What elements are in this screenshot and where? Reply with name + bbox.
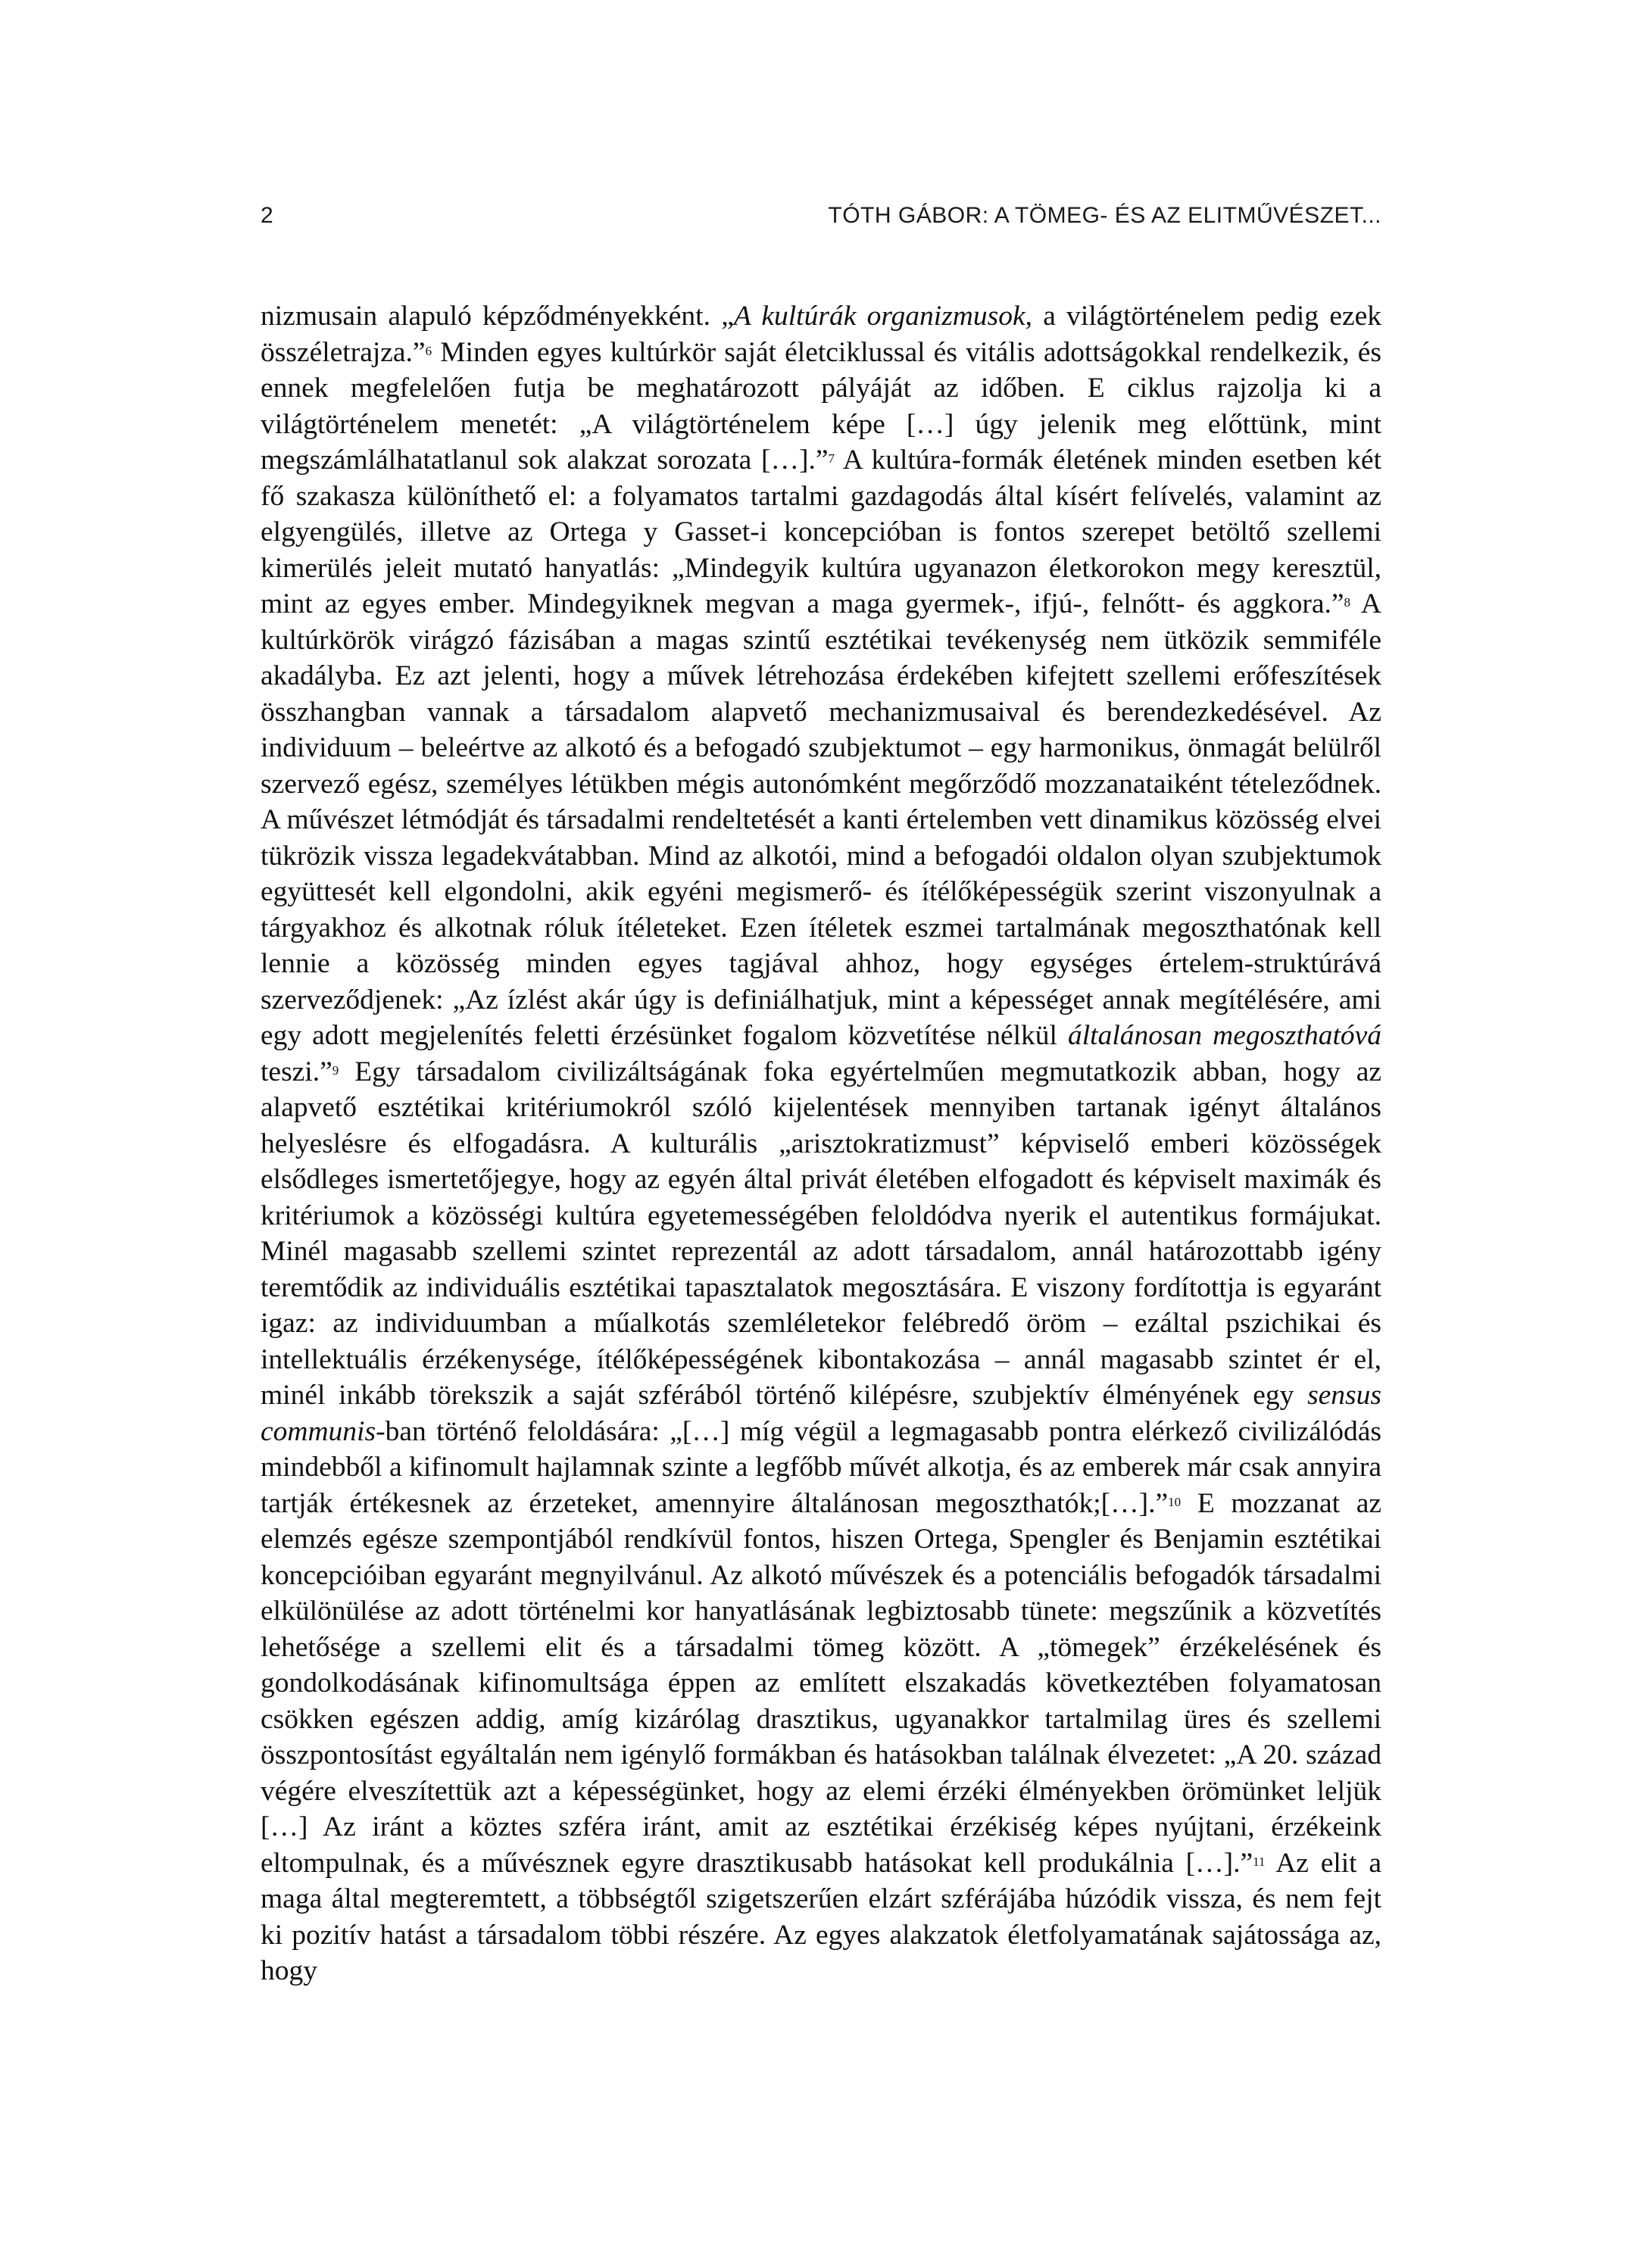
body-text [261,298,1381,1989]
text-run: A kultúrkörök virágzó fázisában a magas szintű esztétikai tevékenység nem ütközik semmiféle akadályba. Ez azt jelenti, hogy a művek létrehozása érdekében kifejtett szellemi erőfeszítések összhangban vannak a társadalom alapvető mechanizmusaival és berendezkedésével. Az individuum – beleértve az alkotó és a befogadó szubjektumot – egy harmonikus, önmagát belülről szervező egész, személyes létükben mégis autonómként megőrződő mozzanataiként tételeződnek. A művészet létmódját és társadalmi rendeltetését a kanti értelemben vett dinamikus közösség elvei tükrözik vissza legadekvátabban. Mind az alkotói, mind a befogadói oldalon olyan szubjektumok együttesét kell elgondolni, akik egyéni megismerő- és ítélőképességük szerint viszonyulnak a tárgyakhoz és alkotnak róluk ítéleteket. Ezen ítéletek eszmei tartalmának megoszthatónak kell lennie a közösség minden egyes tagjával ahhoz, hogy egységes értelem-struktúrává szerveződjenek: „Az ízlést akár úgy is definiálhatjuk, mint a képességet annak megítélésére, ami egy adott megjelenítés feletti érzésünket fogalom közvetítése nélkül [261,588,1381,1051]
footnote-ref-9: 9 [332,1062,339,1078]
footnote-ref-6: 6 [425,343,432,358]
text-run: -ban történő feloldására: „[…] míg végül a legmagasabb pontra elérkező civilizálódás mindebből a kifinomult hajlamnak szinte a legfőbb művét alkotja, és az emberek már csak annyira tartják értékesnek az érzeteket, amennyire általánosan megoszthatók;[…].” [261,1415,1381,1519]
page-number: 2 [261,203,274,228]
text-run: , a világtörténelem pedig ezek összéletrajza.” [261,301,1382,368]
text-run: Az elit a maga által megteremtett, a többségtől szigetszerűen elzárt szférájába húzódik vissza, és nem fejt ki pozitív hatást a társadalom többi részére. Az egyes alakzatok életfolyamatának sajátossága az, hogy [261,1847,1382,1986]
running-header [261,203,1381,241]
footnote-ref-7: 7 [828,451,835,466]
italic-quote-title: A kultúrák organizmusok [733,301,1025,332]
footnote-ref-10: 10 [1168,1494,1182,1509]
text-run: E mozzanat az elemzés egésze szempontjából rendkívül fontos, hiszen Ortega, Spengler és Benjamin esztétikai koncepcióiban egyaránt megnyilvánul. Az alkotó művészek és a potenciális befogadók társadalmi elkülönülése az adott történelmi kor hanyatlásának legbiztosabb tünete: megszűnik a közvetítés lehetősége a szellemi elit és a társadalmi tömeg között. A „tömegek” érzékelésének és gondolkodásának kifinomultsága éppen az említett elszakadás következtében folyamatosan csökken egészen addig, amíg kizárólag drasztikus, ugyanakkor tartalmilag üres és szellemi összpontosítást egyáltalán nem igénylő formákban és hatásokban találnak élvezetet: „A 20. század végére elveszítettük azt a képességünket, hogy az elemi érzéki élményekben örömünket leljük […] Az iránt a köztes szféra iránt, amit az esztétikai érzékiség képes nyújtani, érzékeink eltompulnak, és a művésznek egyre drasztikusabb hatásokat kell produkálnia […].” [261,1487,1381,1879]
footnote-ref-11: 11 [1253,1854,1266,1869]
text-run: teszi.” [261,1056,332,1087]
text-run: A kultúra-formák életének minden esetben két fő szakasza különíthető el: a folyamatos tartalmi gazdagodás által kísért felívelés, valamint az elgyengülés, illetve az Ortega y Gasset-i koncepcióban is fontos szerepet betöltő szellemi kimerülés jeleit mutató hanyatlás: „Mindegyik kultúra ugyanazon életkorokon megy keresztül, mint az egyes ember. Mindegyiknek megvan a maga gyermek-, ifjú-, felnőtt- és aggkora.” [261,445,1381,619]
text-run: nizmusain alapuló képződményekként. „ [261,301,734,332]
text-run: Egy társadalom civilizáltságának foka egyértelműen megmutatkozik abban, hogy az alapvető esztétikai kritériumokról szóló kijelentések mennyiben tartanak igényt általános helyeslésre és elfogadásra. A kulturális „arisztokratizmust” képviselő emberi közösségek elsődleges ismertetőjegye, hogy az egyén által privát életében elfogadott és képviselt maximák és kritériumok a közösségi kultúra egyetemességében feloldódva nyerik el autentikus formájukat. Minél magasabb szellemi szintet reprezentál az adott társadalom, annál határozottabb igény teremtődik az individuális esztétikai tapasztalatok megosztására. E viszony fordítottja is egyaránt igaz: az individuumban a műalkotás szemléletekor felébredő öröm – ezáltal pszichikai és intellektuális érzékenysége, ítélőképességének kibontakozása – annál magasabb szintet ér el, minél inkább törekszik a saját szférából történő kilépésre, szubjektív élményének egy [261,1056,1381,1411]
italic-emphasis: általánosan megoszthatóvá [1067,1020,1382,1051]
text-run: Minden egyes kultúrkör saját életciklussal és vitális adottságokkal rendelkezik, és ennek megfelelően futja be meghatározott pályáját az időben. E ciklus rajzolja ki a világtörténelem menetét: „A világtörténelem képe […] úgy jelenik meg előttünk, mint megszámlálhatatlanul sok alakzat sorozata […].” [261,336,1381,476]
paragraph [261,298,1381,1989]
footnote-ref-8: 8 [1344,595,1351,610]
running-title: TÓTH GÁBOR: A TÖMEG- ÉS AZ ELITMŰVÉSZET... [828,203,1381,228]
italic-latin-term: sensus communis [261,1380,1381,1447]
